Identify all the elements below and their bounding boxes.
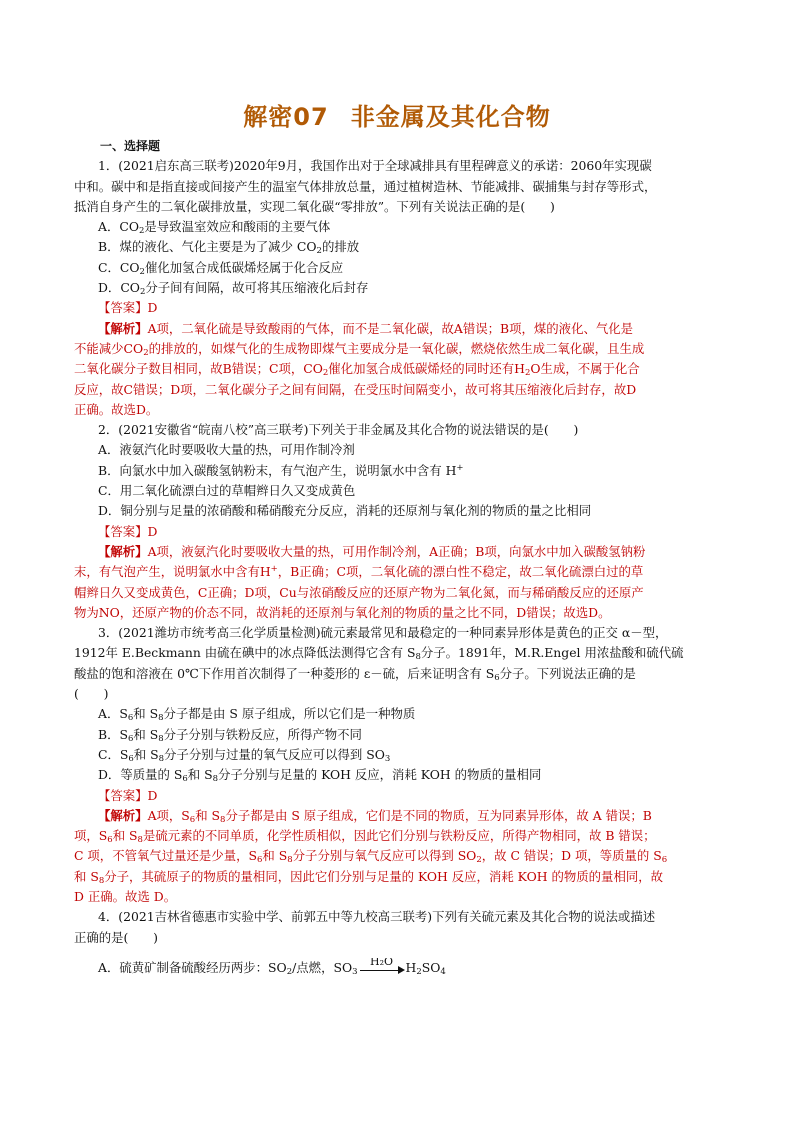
option-c: C．$CO_2$催化加氢合成低碳烯烃属于化合反应 [98, 259, 344, 277]
answer: 【答案】D [98, 787, 158, 803]
reaction-arrow [360, 957, 404, 974]
question-4 [74, 907, 722, 978]
arrow-label: H₂O [370, 957, 394, 968]
option-d: D．等质量的 $S_6$和 $S_8$分子分别与足量的 KOH 反应，消耗 KOH 的物质的量相同 [98, 767, 542, 785]
explanation: 【解析】A项，$S_6$和 $S_8$分子都是由 S 原子组成，它们是不同的物质，互为同素异形体，故 A 错误；B 项，$S_6$和 $S_8$是硫元素的不同单质，化学性质相似，因此它们分别与铁粉反应，所得产物相同，故 B 错误； C 项，不管氧气过量还是少量，$S_6$和 $S_8$分子分别与氧气反应可以得到 $SO_2$，故 C 错误；D 项，等质量的 $S_6$ 和 $S_8$分子，其硫原子的物质的量相同，因此它们分别与足量的 KOH 反应，消耗 KOH 的物质的量相同，故 D 正确。故选 D。 [74, 807, 668, 904]
question-stem: ( ) [74, 686, 109, 702]
question-3 [74, 623, 722, 907]
option-d: D．铜分别与足量的浓硝酸和稀硝酸充分反应，消耗的还原剂与氧化剂的物质的量之比相同 [98, 503, 592, 519]
question-stem: 3．(2021潍坊市统考高三化学质量检测)硫元素最常见和最稳定的一种同素异形体是黄色的正交 α－型， [98, 625, 668, 641]
document-body [74, 136, 722, 978]
option-b: B．$S_6$和 $S_8$分子分别与铁粉反应，所得产物不同 [98, 726, 362, 744]
option-a: A．液氨汽化时要吸收大量的热，可用作制冷剂 [98, 442, 355, 458]
option-a: A．$CO_2$是导致温室效应和酸雨的主要气体 [98, 219, 331, 237]
question-stem: 2．(2021安徽省“皖南八校”高三联考)下列关于非金属及其化合物的说法错误的是( ) [98, 422, 579, 438]
question-stem: 中和。碳中和是指直接或间接产生的温室气体排放总量，通过植树造林、节能减排、碳捕集与封存等形式， [74, 178, 657, 194]
question-2 [74, 420, 722, 623]
question-stem: 1．(2021启东高三联考)2020年9月，我国作出对于全球减排具有里程碑意义的承诺：2060年实现碳 [98, 158, 652, 174]
question-stem: 正确的是( ) [74, 929, 159, 945]
title-text: 非金属及其化合物 [350, 103, 551, 131]
question-1 [74, 156, 722, 420]
option-a: A．$S_6$和 $S_8$分子都是由 S 原子组成，所以它们是一种物质 [98, 706, 416, 724]
page-title [0, 97, 794, 132]
explanation: 【解析】A项，液氨汽化时要吸收大量的热，可用作制冷剂，A正确；B项，向氯水中加入碳酸氢钠粉 末，有气泡产生，说明氯水中含有H+，B正确；C项，二氧化硫的漂白性不稳定，故二氧化硫漂白过的草 帽辫日久又变成黄色，C正确；D项，Cu与浓硝酸反应的还原产物为二氧化氮，而与稀硝酸反应的还原产 物为NO，还原产物的价态不同，故消耗的还原剂与氧化剂的物质的量之比不同，D错误；故选D。 [74, 543, 646, 620]
option-c: C．用二氧化硫漂白过的草帽辫日久又变成黄色 [98, 483, 356, 499]
option-c: C．$S_6$和 $S_8$分子分别与过量的氧气反应可以得到 $SO_3$ [98, 746, 391, 764]
option-b: B．向氯水中加入碳酸氢钠粉末，有气泡产生，说明氯水中含有 H+ [98, 462, 464, 478]
question-stem: 抵消自身产生的二氧化碳排放量，实现二氧化碳“零排放”。下列有关说法正确的是( ) [74, 198, 555, 214]
option-d: D．$CO_2$分子间有间隔，故可将其压缩液化后封存 [98, 280, 369, 298]
answer: 【答案】D [98, 300, 158, 316]
answer: 【答案】D [98, 523, 158, 539]
option-a: A．硫黄矿制备硫酸经历两步：$SO_2/$点燃，$SO_3$ H₂O $H_2SO_4$ [74, 958, 722, 978]
section-heading: 一、选择题 [100, 139, 161, 153]
question-stem: 酸盐的饱和溶液在 0℃下作用首次制得了一种菱形的 ε－硫，后来证明含有 $S_6$分子。下列说法正确的是 [74, 665, 636, 683]
question-stem: 4．(2021吉林省德惠市实验中学、前郭五中等九校高三联考)下列有关硫元素及其化合物的说法或描述 [98, 909, 656, 925]
question-stem: 1912年 E.Beckmann 由硫在碘中的冰点降低法测得它含有 $S_8$分子。1891年，M.R.Engel 用浓盐酸和硫代硫 [74, 645, 684, 663]
title-number: 解密07 [243, 103, 329, 131]
option-b: B．煤的液化、气化主要是为了减少 $CO_2$的排放 [98, 239, 360, 257]
explanation: 【解析】A项，二氧化硫是导致酸雨的气体，而不是二氧化碳，故A错误；B项，煤的液化、气化是 不能减少$CO_2$的排放的，如煤气化的生成物即煤气主要成分是一氧化碳，燃烧依然生成二氧化碳，且生成 二氧化碳分子数目相同，故B错误；C项，$CO_2$催化加氢合成低碳烯烃的同时还有$H_2O$生成，不属于化合 反应，故C错误；D项，二氧化碳分子之间有间隔，在受压时间隔变小，故可将其压缩液化后封存，故D 正确。故选D。 [74, 320, 645, 417]
